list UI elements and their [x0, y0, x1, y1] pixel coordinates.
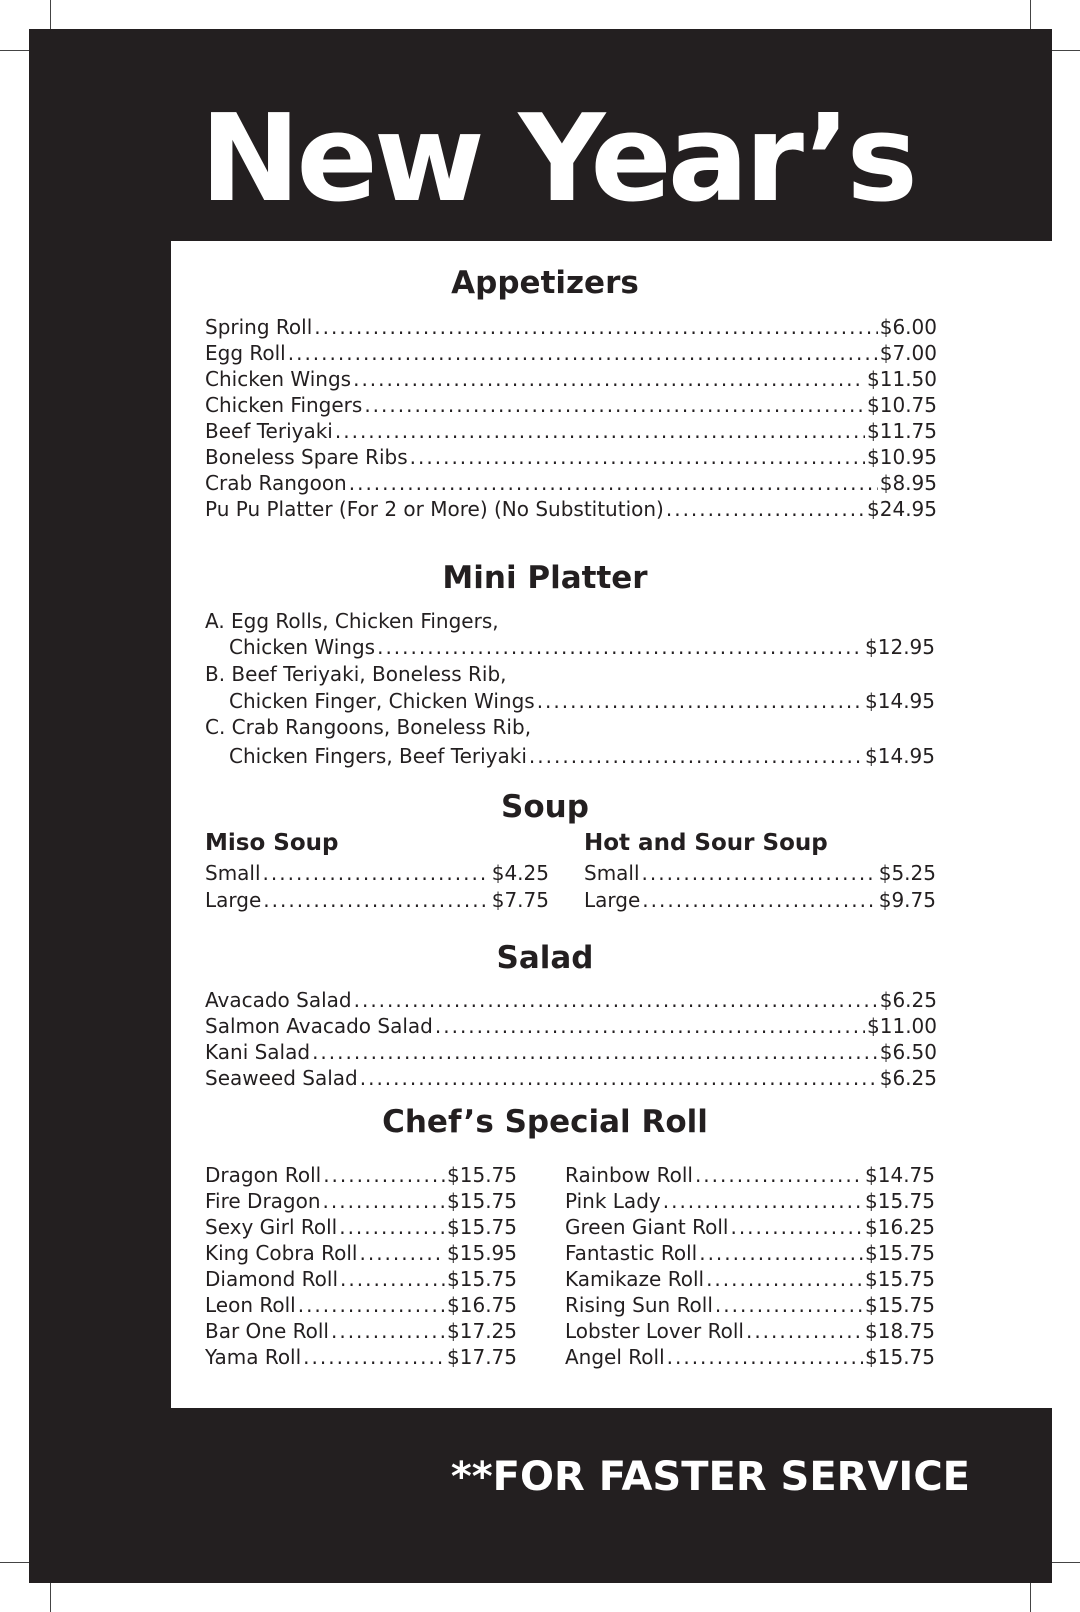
dot-leader: [666, 496, 865, 522]
item-name: Small: [205, 861, 261, 885]
item-price: $10.75: [867, 393, 937, 417]
menu-item: [205, 1214, 517, 1240]
item-price: $7.75: [491, 888, 549, 912]
dot-leader: [715, 1292, 863, 1318]
dot-leader: [298, 1292, 445, 1318]
dot-leader: [695, 1162, 863, 1188]
item-name: Chicken Fingers, Beef Teriyaki: [229, 744, 527, 768]
dot-leader: [359, 1240, 445, 1266]
menu-item: [205, 1188, 517, 1214]
menu-item: [205, 444, 937, 470]
menu-item: [205, 1013, 937, 1039]
item-price: $11.00: [867, 1014, 937, 1038]
menu-item: [205, 392, 937, 418]
dot-leader: [663, 1188, 863, 1214]
platter-description: B. Beef Teriyaki, Boneless Rib,: [205, 662, 507, 686]
item-name: Rainbow Roll: [565, 1163, 693, 1187]
platter-description: C. Crab Rangoons, Boneless Rib,: [205, 715, 532, 739]
menu-item: [205, 887, 549, 913]
dot-leader: [706, 1266, 863, 1292]
item-name: Diamond Roll: [205, 1267, 339, 1291]
menu-panel: [171, 241, 1052, 1408]
item-name: Dragon Roll: [205, 1163, 322, 1187]
item-name: Kamikaze Roll: [565, 1267, 705, 1291]
dot-leader: [323, 1162, 445, 1188]
item-name: Spring Roll: [205, 315, 313, 339]
dot-leader: [377, 634, 863, 660]
item-name: Lobster Lover Roll: [565, 1319, 744, 1343]
menu-item: [565, 1292, 935, 1318]
menu-item: [229, 743, 935, 769]
item-price: $17.75: [447, 1345, 517, 1369]
item-price: $16.25: [865, 1215, 935, 1239]
menu-item: [229, 688, 935, 714]
item-name: Chicken Wings: [205, 367, 352, 391]
dot-leader: [263, 860, 490, 886]
item-name: Chicken Wings: [229, 635, 376, 659]
item-name: Green Giant Roll: [565, 1215, 729, 1239]
menu-item: [229, 634, 935, 660]
menu-item: [205, 1266, 517, 1292]
dot-leader: [339, 1214, 445, 1240]
menu-item: [205, 1162, 517, 1188]
item-name: Angel Roll: [565, 1345, 665, 1369]
mini-platter-heading: Mini Platter: [442, 560, 648, 596]
item-name: Rising Sun Roll: [565, 1293, 713, 1317]
dot-leader: [353, 366, 865, 392]
dot-leader: [263, 887, 489, 913]
item-price: $17.25: [447, 1319, 517, 1343]
dot-leader: [537, 688, 863, 714]
item-price: $11.50: [867, 367, 937, 391]
soup-heading: Soup: [501, 789, 589, 825]
item-name: Pu Pu Platter (For 2 or More) (No Substitution): [205, 497, 664, 521]
miso-soup-title: Miso Soup: [205, 830, 339, 856]
dot-leader: [288, 340, 878, 366]
faster-service-banner: **FOR FASTER SERVICE: [450, 1454, 970, 1500]
dot-leader: [349, 470, 878, 496]
item-name: Seaweed Salad: [205, 1066, 358, 1090]
item-name: Yama Roll: [205, 1345, 302, 1369]
item-price: $24.95: [867, 497, 937, 521]
salad-heading: Salad: [496, 940, 594, 976]
item-price: $6.50: [879, 1040, 937, 1064]
menu-item: [565, 1240, 935, 1266]
item-price: $9.75: [878, 888, 936, 912]
dot-leader: [435, 1013, 865, 1039]
chefs-special-roll-heading: Chef’s Special Roll: [382, 1104, 708, 1140]
item-price: $6.00: [879, 315, 937, 339]
dot-leader: [354, 987, 878, 1013]
item-price: $18.75: [865, 1319, 935, 1343]
item-name: Salmon Avacado Salad: [205, 1014, 433, 1038]
item-price: $15.75: [447, 1215, 517, 1239]
menu-item: [565, 1344, 935, 1370]
dot-leader: [410, 444, 865, 470]
item-price: $14.75: [865, 1163, 935, 1187]
item-name: Fantastic Roll: [565, 1241, 698, 1265]
item-price: $15.75: [447, 1189, 517, 1213]
item-price: $16.75: [447, 1293, 517, 1317]
item-name: Sexy Girl Roll: [205, 1215, 338, 1239]
item-price: $14.95: [865, 744, 935, 768]
item-name: Fire Dragon: [205, 1189, 321, 1213]
item-name: Small: [584, 861, 640, 885]
dot-leader: [364, 392, 865, 418]
item-price: $15.75: [865, 1293, 935, 1317]
menu-item: [205, 470, 937, 496]
menu-item: [205, 366, 937, 392]
menu-item: [205, 496, 937, 522]
item-price: $15.75: [865, 1345, 935, 1369]
menu-item: [205, 418, 937, 444]
item-name: Beef Teriyaki: [205, 419, 333, 443]
dot-leader: [642, 860, 877, 886]
item-name: Egg Roll: [205, 341, 286, 365]
item-name: Pink Lady: [565, 1189, 661, 1213]
menu-item: [565, 1162, 935, 1188]
appetizers-heading: Appetizers: [451, 265, 639, 301]
menu-item: [205, 1039, 937, 1065]
menu-item: [565, 1188, 935, 1214]
hot-and-sour-soup-title: Hot and Sour Soup: [584, 830, 828, 856]
dot-leader: [303, 1344, 445, 1370]
item-price: $11.75: [867, 419, 937, 443]
item-price: $15.75: [447, 1267, 517, 1291]
item-name: Large: [205, 888, 262, 912]
item-price: $15.75: [447, 1163, 517, 1187]
item-name: Boneless Spare Ribs: [205, 445, 408, 469]
platter-description: A. Egg Rolls, Chicken Fingers,: [205, 609, 499, 633]
menu-item: [205, 1292, 517, 1318]
item-price: $10.95: [867, 445, 937, 469]
dot-leader: [642, 887, 876, 913]
item-name: Avacado Salad: [205, 988, 352, 1012]
menu-item: [565, 1318, 935, 1344]
dot-leader: [529, 743, 863, 769]
dot-leader: [730, 1214, 863, 1240]
dot-leader: [340, 1266, 445, 1292]
item-price: $15.95: [447, 1241, 517, 1265]
dot-leader: [312, 1039, 878, 1065]
dot-leader: [331, 1318, 445, 1344]
item-price: $12.95: [865, 635, 935, 659]
dot-leader: [746, 1318, 863, 1344]
dot-leader: [667, 1344, 863, 1370]
menu-item: [205, 1240, 517, 1266]
dot-leader: [323, 1188, 445, 1214]
item-price: $15.75: [865, 1267, 935, 1291]
menu-item: [205, 1065, 937, 1091]
menu-item: [584, 860, 936, 886]
item-name: Chicken Finger, Chicken Wings: [229, 689, 535, 713]
item-price: $15.75: [865, 1241, 935, 1265]
item-name: Chicken Fingers: [205, 393, 363, 417]
item-price: $7.00: [879, 341, 937, 365]
item-price: $5.25: [878, 861, 936, 885]
menu-item: [205, 314, 937, 340]
dot-leader: [335, 418, 865, 444]
menu-item: [565, 1266, 935, 1292]
item-price: $6.25: [879, 988, 937, 1012]
item-price: $4.25: [491, 861, 549, 885]
menu-item: [584, 887, 936, 913]
item-price: $14.95: [865, 689, 935, 713]
menu-item: [205, 860, 549, 886]
menu-item: [565, 1214, 935, 1240]
item-name: Crab Rangoon: [205, 471, 347, 495]
dot-leader: [360, 1065, 878, 1091]
dot-leader: [314, 314, 877, 340]
menu-item: [205, 1344, 517, 1370]
menu-item: [205, 1318, 517, 1344]
menu-item: [205, 987, 937, 1013]
item-price: $15.75: [865, 1189, 935, 1213]
dot-leader: [699, 1240, 863, 1266]
item-price: $6.25: [879, 1066, 937, 1090]
menu-title: New Year’s: [200, 90, 914, 229]
menu-item: [205, 340, 937, 366]
item-name: Bar One Roll: [205, 1319, 329, 1343]
item-name: Kani Salad: [205, 1040, 311, 1064]
item-name: Large: [584, 888, 641, 912]
item-name: King Cobra Roll: [205, 1241, 358, 1265]
item-price: $8.95: [879, 471, 937, 495]
item-name: Leon Roll: [205, 1293, 296, 1317]
